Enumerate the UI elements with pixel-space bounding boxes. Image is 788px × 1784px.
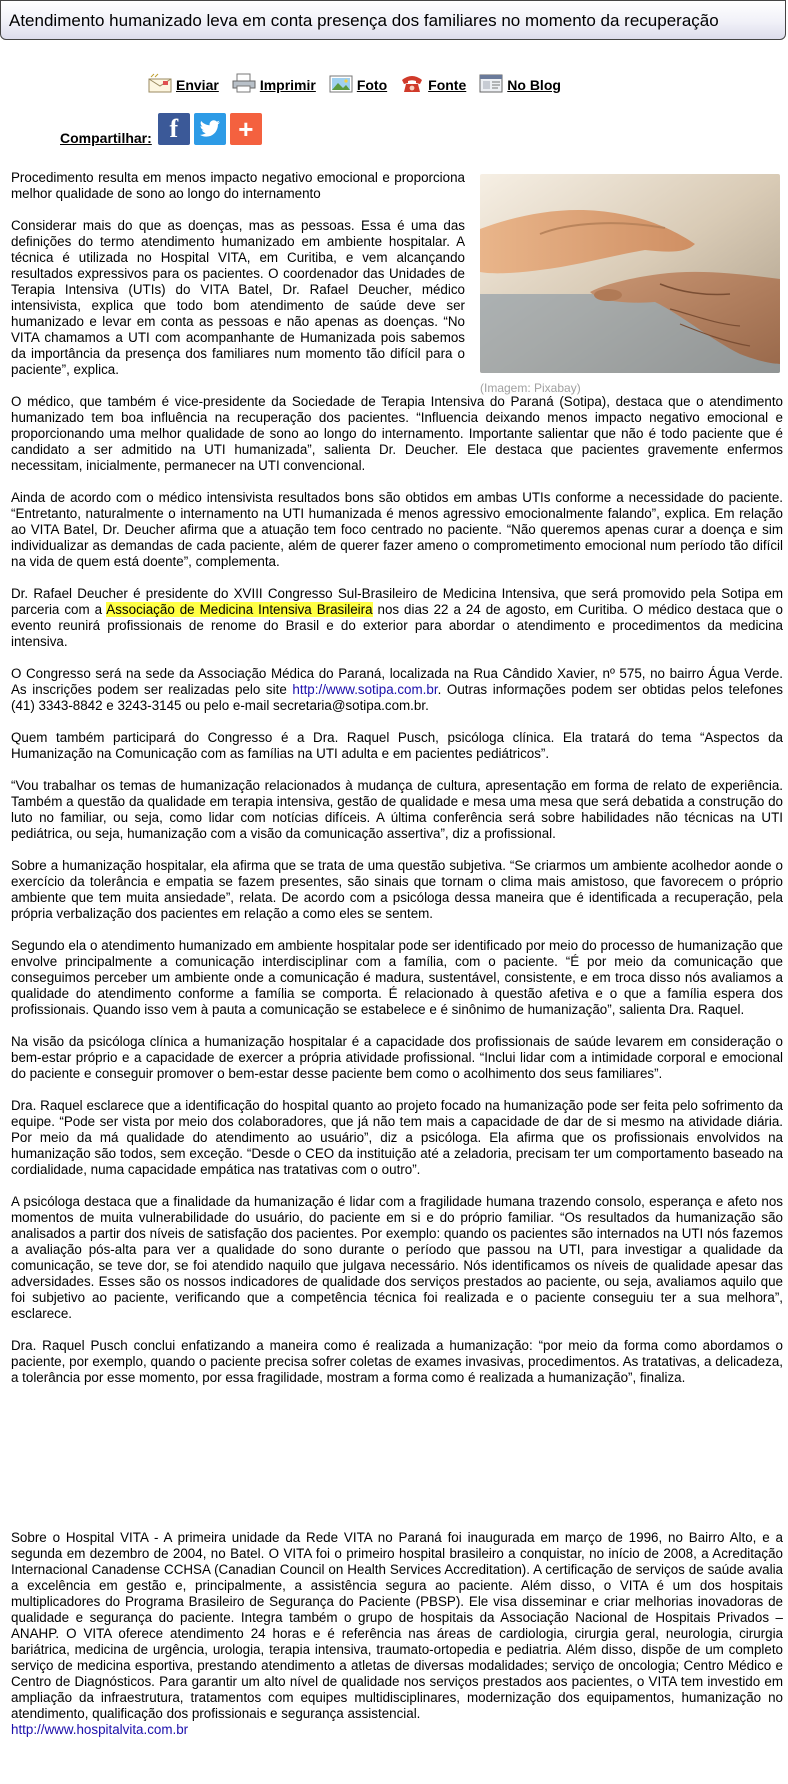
more-share-button[interactable] <box>230 113 262 145</box>
paragraph: Dr. Rafael Deucher é presidente do XVIII Congresso Sul-Brasileiro de Medicina Intensiva, que será promovido pela Sotipa em parceria com a Associação de Medicina Intensiva Brasileira nos dias 22 a 24 de agosto, em Curitiba. O médico destaca que o evento reunirá profissionais de renome do Brasil e do exterior para abordar o atendimento e procedimentos da medicina intensiva. <box>11 586 784 649</box>
paragraph: Ainda de acordo com o médico intensivista resultados bons são obtidos em ambas UTIs conforme a necessidade do paciente. “Entretanto, naturalmente o internamento na UTI humanizada é menos agressivo emocionalmente falando”, explica. Em relação ao VITA Batel, Dr. Deucher afirma que a atuação tem foco centrado no paciente. “Não queremos apenas curar a doença e sim individualizar as demandas de cada paciente, além de querer fazer ameno o comprometimento emocional num período tão difícil na vida de quem está doente”, complementa. <box>11 490 783 569</box>
photo-caption: (Imagem: Pixabay) <box>480 381 581 395</box>
hospital-link[interactable]: http://www.hospitalvita.com.br <box>11 1722 189 1737</box>
paragraph: Dra. Raquel esclarece que a identificação do hospital quanto ao projeto focado na humanização pode ser feita pelo sofrimento da equipe. “Pode ser vista por meio dos colaboradores, que já não tem mais a capacidade de dar de si mesmo na atividade diária. Por meio da má qualidade do atendimento ao usuário”, diz a psicóloga. Ela afirma que os profissionais envolvidos na humanização são todos, sem exceção. “Desde o CEO da instituição até a zeladoria, precisam ter um comportamento baseado na cordialidade, numa capacidade empática nas tratativas com o outro”. <box>11 1098 783 1177</box>
action-toolbar <box>147 71 573 93</box>
blog-icon <box>478 73 504 93</box>
paragraph: Na visão da psicóloga clínica a humanização hospitalar é a capacidade dos profissionais de saúde levarem em consideração o bem-estar próprio e a capacidade de exercer a própria atividade profissional. “Inclui lidar com a intimidade corporal e emocional do paciente e conseguir promover o bem-estar desse paciente bem como o acolhimento dos seus familiares”. <box>11 1034 783 1081</box>
share-label: Compartilhar: <box>60 130 152 146</box>
spacer <box>11 1402 783 1530</box>
envelope-icon <box>147 73 173 93</box>
photo-button[interactable]: Foto <box>328 73 387 93</box>
paragraph: Considerar mais do que as doenças, mas as pessoas. Essa é uma das definições do termo atendimento humanizado em ambiente hospitalar. A técnica é utilizada no Hospital VITA, em Curitiba, e vem alcançando resultados expressivos para os pacientes. O coordenador das Unidades de Terapia Intensiva (UTIs) do VITA Batel, Dr. Rafael Deucher, médico intensivista, explica que todo bom atendimento de saúde deve ser humanizado e levar em conta as pessoas e não apenas as doenças. “No VITA chamamos a UTI com acompanhante de Humanizada pois sabemos da importância da presença dos familiares num momento tão difícil para o paciente”, explica. <box>11 218 465 377</box>
highlighted-text: Associação de Medicina Intensiva Brasileira <box>106 602 373 617</box>
page-title: Atendimento humanizado leva em conta presença dos familiares no momento da recuperação <box>9 11 719 30</box>
print-button[interactable]: Imprimir <box>231 73 316 93</box>
twitter-icon <box>199 118 221 143</box>
paragraph: “Vou trabalhar os temas de humanização relacionados à mudança de cultura, apresentação em forma de relato de experiência. Também a questão da qualidade em terapia intensiva, gestão de qualidade e mesa uma mesa que será debatida a construção do luto no familiar, ou seja, como lidar com notícias difíceis. A última conferência será sobre habilidades não técnicas na UTI pediátrica, ou seja, humanização com a visão da comunicação assertiva”, diz a profissional. <box>11 778 783 841</box>
about-hospital: Sobre o Hospital VITA - A primeira unidade da Rede VITA no Paraná foi inaugurada em março de 1996, no Bairro Alto, e a segunda em dezembro de 2004, no Batel. O VITA foi o primeiro hospital brasileiro a conquistar, no início de 2008, a Acreditação Internacional Canadense CCHSA (Canadian Council on Health Services Accreditation). A certificação de serviços de saúde avalia a excelência em gestão e, principalmente, a assistência segura ao paciente. Além disso, o VITA é um dos hospitais multiplicadores do Programa Brasileiro de Segurança do Paciente (PBSP). Ele visa disseminar e criar melhorias inovadoras de qualidade e segurança do paciente. Integra também o grupo de hospitais da Associação Nacional de Hospitais Privados – ANAHP. O VITA oferece atendimento 24 horas e é referência nas áreas de cardiologia, cirurgia geral, neurologia, cirurgia bariátrica, medicina de urgência, urologia, terapia intensiva, traumato-ortopedia e pediatria. Além disso, dispõe de um completo serviço de medicina esportiva, prestando atendimento a atletas de diversas modalidades; serviço de oncologia; Centro Médico e Centro de Diagnósticos. Para garantir um alto nível de qualidade nos serviços prestados aos pacientes, o VITA tem investido em ampliação da infraestrutura, tratamentos com equipes multidisciplinares, modernização dos equipamentos, humanização no atendimento, qualificação dos profissionais e segurança assistencial. http://www.hospitalvita.com.br <box>11 1530 783 1737</box>
photo-icon <box>328 73 354 93</box>
send-button[interactable]: Enviar <box>147 73 219 93</box>
paragraph: O Congresso será na sede da Associação Médica do Paraná, localizada na Rua Cândido Xavier, nº 575, no bairro Água Verde. As inscrições podem ser realizadas pelo site http://www.sotipa.com.br. Outras informações podem ser obtidas pelos telefones (41) 3343-8842 e 3243-3145 ou pelo e-mail secretaria@sotipa.com.br. <box>11 666 784 713</box>
twitter-share-button[interactable] <box>194 113 226 145</box>
source-button[interactable]: Fonte <box>399 73 466 93</box>
paragraph: A psicóloga destaca que a finalidade da humanização é lidar com a fragilidade humana trazendo consolo, esperança e afeto nos momentos de muita vulnerabilidade do usuário, do paciente em si e do próprio familiar. “Os resultados da humanização são analisados a partir dos níveis de satisfação dos pacientes. Por exemplo: quando os pacientes são internados na UTI nós fazemos a avaliação pós-alta para ver a qualidade do sono durante o período que passou na UTI, para investigar a qualidade da comunicação, se teve dor, se foi atendido naquilo que julgava necessário. Nós identificamos os níveis de qualidade apesar das adversidades. Esses são os nossos indicadores de qualidade dos serviços prestados ao paciente, ou seja, avaliamos aquilo que foi subjetivo ao paciente, verificando que a competência técnica foi realizada e o paciente conseguiu ter a sua melhora”, esclarece. <box>11 1194 783 1321</box>
title-bar <box>0 0 786 40</box>
telephone-icon <box>399 73 425 93</box>
article-body <box>11 170 783 1738</box>
sotipa-link[interactable]: http://www.sotipa.com.br <box>292 682 438 697</box>
share-bar <box>60 112 266 146</box>
paragraph: Quem também participará do Congresso é a Dra. Raquel Pusch, psicóloga clínica. Ela tratará do tema “Aspectos da Humanização na Comunicação com as famílias na UTI adulta e em pacientes pediátricos”. <box>11 730 783 761</box>
paragraph: O médico, que também é vice-presidente da Sociedade de Terapia Intensiva do Paraná (Sotipa), destaca que o atendimento humanizado tem boa influência na recuperação dos pacientes. “Influencia deixando menos impacto negativo emocional e proporcionando uma melhor qualidade de sono ao longo do internamento. Importante salientar que não é todo paciente que é candidato a ser admitido na UTI humanizada”, salienta Dr. Deucher. Ele destaca que pacientes gravemente enfermos necessitam, inicialmente, permanecer na UTI convencional. <box>11 394 783 473</box>
article-lead: Procedimento resulta em menos impacto negativo emocional e proporciona melhor qualidade de sono ao longo do internamento <box>11 170 465 201</box>
paragraph: Dra. Raquel Pusch conclui enfatizando a maneira como é realizada a humanização: “por meio da forma como abordamos o paciente, por exemplo, quando o paciente precisa sofrer coletas de exames invasivas, procedimentos. As tratativas, a delicadeza, a tolerância por esse momento, por essa fragilidade, mostram a forma como é realizada a humanização”, finaliza. <box>11 1338 783 1385</box>
blog-button[interactable]: No Blog <box>478 73 561 93</box>
printer-icon <box>231 73 257 93</box>
facebook-share-button[interactable] <box>158 113 190 145</box>
facebook-icon: f <box>169 114 179 143</box>
photo-spacer <box>465 170 783 392</box>
paragraph: Sobre a humanização hospitalar, ela afirma que se trata de uma questão subjetiva. “Se criarmos um ambiente acolhedor aonde o exercício da tolerância e empatia se fazem presentes, são sinais que tornam o clima mais amistoso, que favorecem o próprio ambiente que tem muita ansiedade”, relata. De acordo com a psicóloga dessa maneira que é identificada a recuperação, pela própria verbalização dos pacientes em relação a como eles se sentem. <box>11 858 783 921</box>
paragraph: Segundo ela o atendimento humanizado em ambiente hospitalar pode ser identificado por meio do processo de humanização que envolve principalmente a comunicação interdisciplinar com a família, com o paciente. “É por meio da comunicação que conseguimos perceber um ambiente onde a comunicação é madura, sustentável, consistente, e em troca disso nós avaliamos a qualidade do atendimento conforme a família se comporta. É relacionado à questão afetiva e o que a família espera dos profissionais. Quando isso vem à pauta a comunicação se estabelece e é sinônimo de humanização”, salienta Dra. Raquel. <box>11 938 783 1017</box>
plus-icon: + <box>238 114 254 144</box>
